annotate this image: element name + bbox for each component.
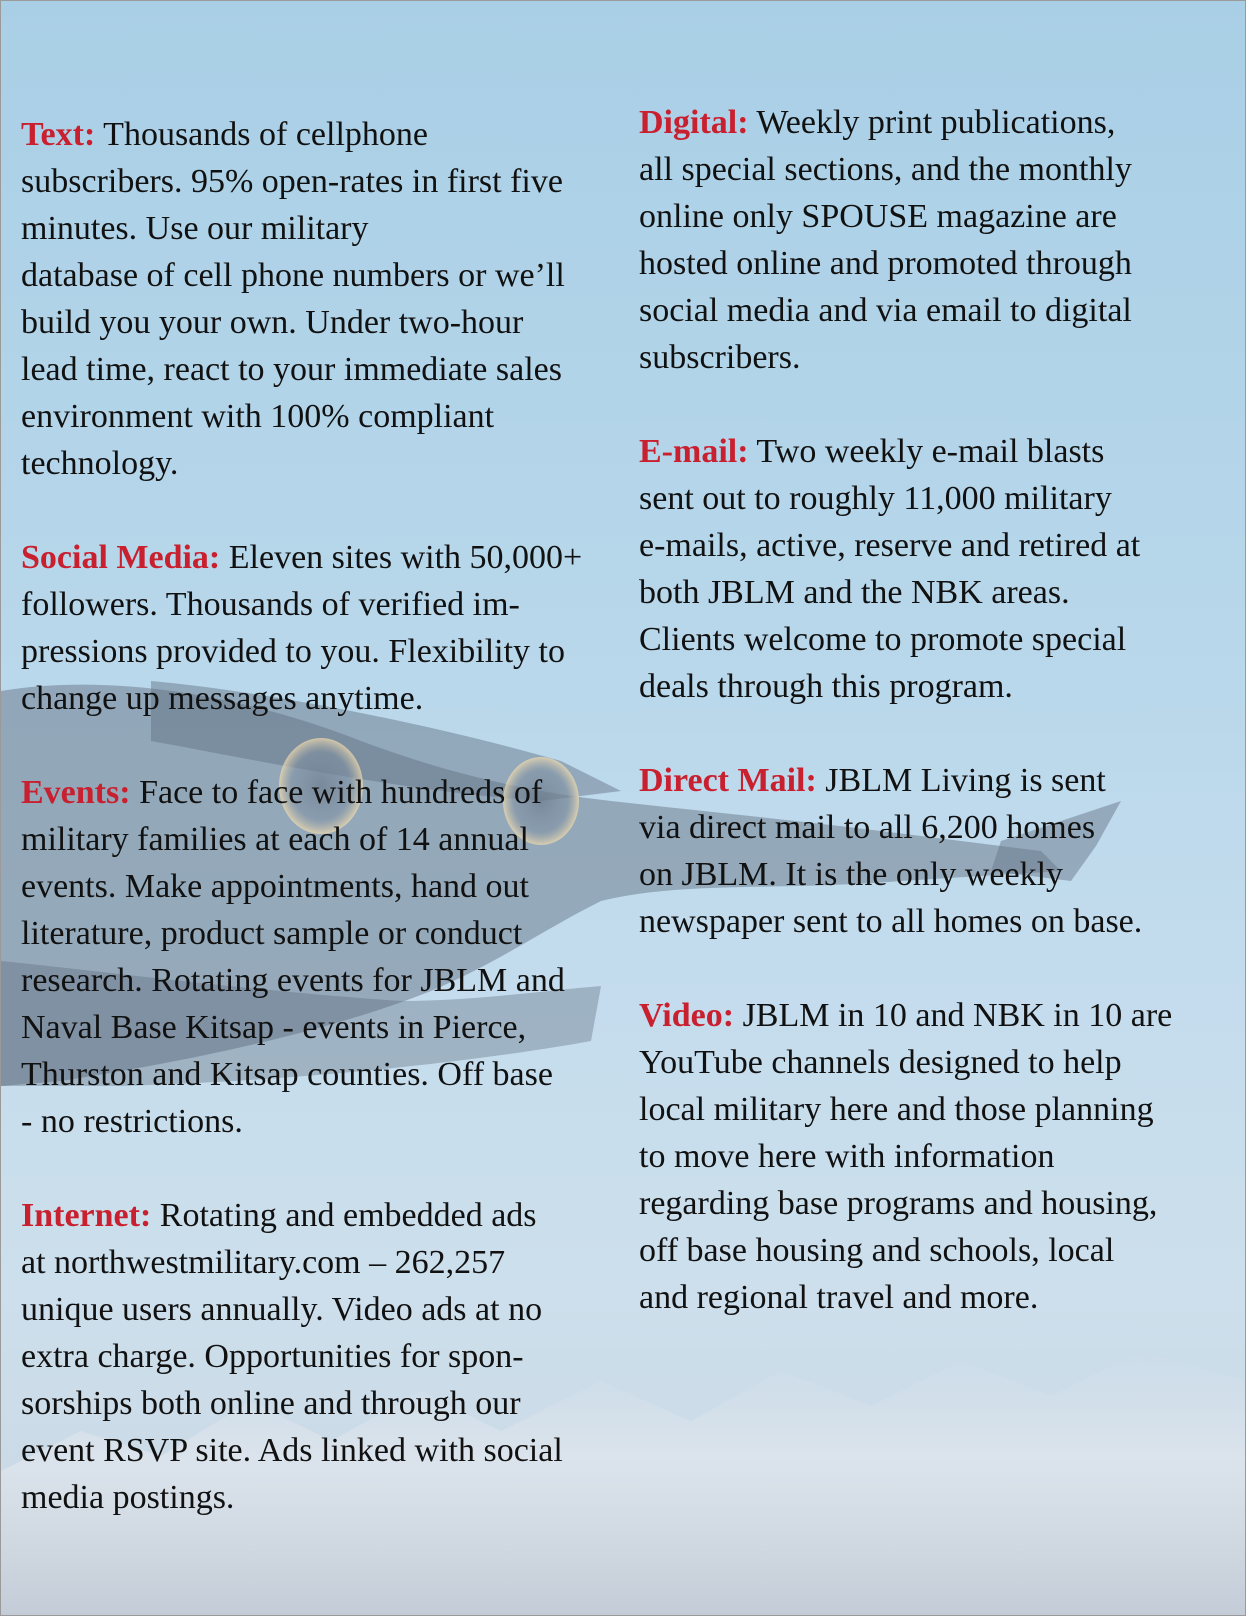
- email-line: Clients welcome to promote special: [639, 621, 1127, 658]
- events-line: Thurston and Kitsap counties. Off base: [21, 1056, 553, 1093]
- video-section: [639, 992, 1199, 1321]
- email-line: e-mails, active, reserve and retired at: [639, 527, 1141, 564]
- email-line: sent out to roughly 11,000 military: [639, 480, 1112, 517]
- events-line: literature, product sample or conduct: [21, 915, 523, 952]
- video-line: off base housing and schools, local: [639, 1232, 1115, 1269]
- social-media-line: followers. Thousands of verified im-: [21, 586, 520, 623]
- text-line: build you your own. Under two-hour: [21, 304, 524, 341]
- video-line: local military here and those planning: [639, 1091, 1154, 1128]
- email-heading: E-mail:: [639, 433, 749, 470]
- digital-line: all special sections, and the monthly: [639, 151, 1132, 188]
- email-line: both JBLM and the NBK areas.: [639, 574, 1070, 611]
- direct-mail-line: newspaper sent to all homes on base.: [639, 903, 1143, 940]
- right-column: [639, 99, 1199, 1321]
- direct-mail-line: via direct mail to all 6,200 homes: [639, 809, 1096, 846]
- video-line: regarding base programs and housing,: [639, 1185, 1158, 1222]
- digital-line: social media and via email to digital: [639, 292, 1132, 329]
- events-line: Face to face with hundreds of: [130, 774, 543, 811]
- text-line: database of cell phone numbers or we’ll: [21, 257, 565, 294]
- internet-section: [21, 1192, 611, 1521]
- text-section: [21, 111, 611, 487]
- events-line: events. Make appointments, hand out: [21, 868, 530, 905]
- events-section: [21, 769, 611, 1145]
- internet-line: unique users annually. Video ads at no: [21, 1291, 543, 1328]
- social-media-line: pressions provided to you. Flexibility to: [21, 633, 565, 670]
- email-section: [639, 428, 1199, 710]
- events-line: research. Rotating events for JBLM and: [21, 962, 565, 999]
- video-line: and regional travel and more.: [639, 1279, 1039, 1316]
- video-line: to move here with information: [639, 1138, 1055, 1175]
- text-heading: Text:: [21, 116, 96, 153]
- internet-heading: Internet:: [21, 1197, 152, 1234]
- events-line: - no restrictions.: [21, 1103, 243, 1140]
- video-line: YouTube channels designed to help: [639, 1044, 1122, 1081]
- text-line: subscribers. 95% open-rates in first five: [21, 163, 563, 200]
- text-line: Thousands of cellphone: [95, 116, 428, 153]
- social-media-line: Eleven sites with 50,000+: [220, 539, 583, 576]
- internet-line: sorships both online and through our: [21, 1385, 521, 1422]
- digital-section: [639, 99, 1199, 381]
- video-line: JBLM in 10 and NBK in 10 are: [734, 997, 1173, 1034]
- digital-line: online only SPOUSE magazine are: [639, 198, 1117, 235]
- text-line: technology.: [21, 445, 179, 482]
- events-line: Naval Base Kitsap - events in Pierce,: [21, 1009, 527, 1046]
- text-line: environment with 100% compliant: [21, 398, 495, 435]
- internet-line: extra charge. Opportunities for spon-: [21, 1338, 524, 1375]
- internet-line: Rotating and embedded ads: [151, 1197, 537, 1234]
- email-line: deals through this program.: [639, 668, 1013, 705]
- digital-heading: Digital:: [639, 104, 749, 141]
- social-media-heading: Social Media:: [21, 539, 221, 576]
- digital-line: Weekly print publications,: [748, 104, 1116, 141]
- text-line: lead time, react to your immediate sales: [21, 351, 562, 388]
- internet-line: event RSVP site. Ads linked with social: [21, 1432, 563, 1469]
- internet-line: at northwestmilitary.com – 262,257: [21, 1244, 506, 1281]
- events-line: military families at each of 14 annual: [21, 821, 529, 858]
- events-heading: Events:: [21, 774, 131, 811]
- social-media-section: [21, 534, 611, 722]
- internet-line: media postings.: [21, 1479, 235, 1516]
- social-media-line: change up messages anytime.: [21, 680, 424, 717]
- digital-line: subscribers.: [639, 339, 801, 376]
- video-heading: Video:: [639, 997, 735, 1034]
- direct-mail-line: JBLM Living is sent: [816, 762, 1106, 799]
- left-column: [21, 111, 611, 1521]
- direct-mail-heading: Direct Mail:: [639, 762, 817, 799]
- digital-line: hosted online and promoted through: [639, 245, 1132, 282]
- email-line: Two weekly e-mail blasts: [748, 433, 1105, 470]
- text-line: minutes. Use our military: [21, 210, 369, 247]
- direct-mail-section: [639, 757, 1199, 945]
- direct-mail-line: on JBLM. It is the only weekly: [639, 856, 1064, 893]
